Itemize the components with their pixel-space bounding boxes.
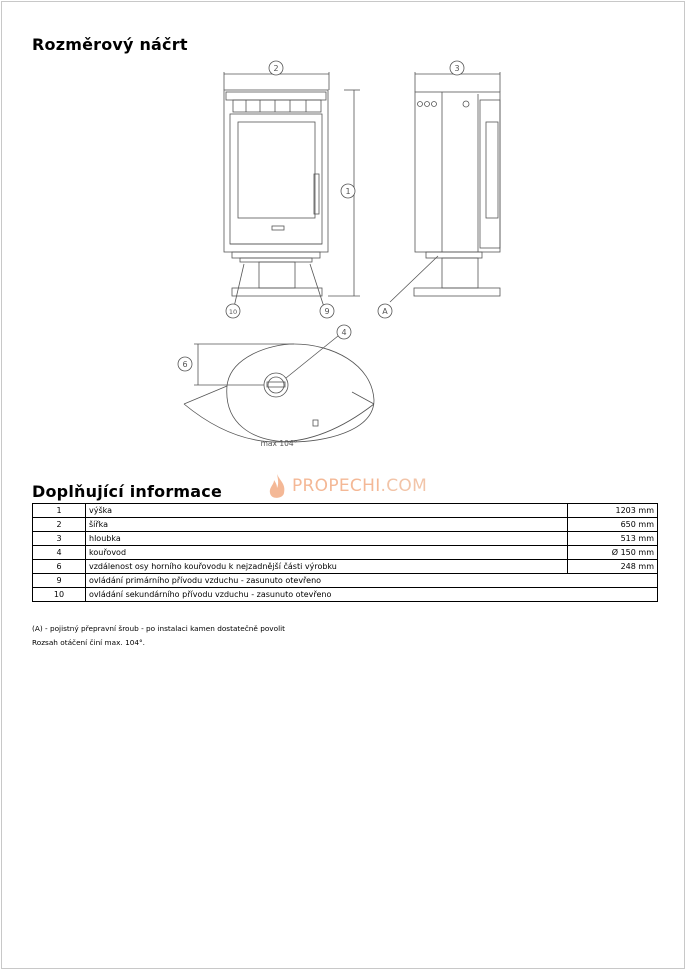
flame-icon bbox=[266, 472, 288, 502]
callout-10: 10 bbox=[228, 308, 238, 316]
side-view bbox=[390, 72, 500, 302]
callout-6: 6 bbox=[182, 360, 188, 369]
row-number: 9 bbox=[33, 574, 86, 588]
callout-1: 1 bbox=[345, 187, 351, 196]
callout-9: 9 bbox=[324, 307, 330, 316]
table-row bbox=[33, 574, 658, 588]
row-number: 2 bbox=[33, 518, 86, 532]
row-number: 3 bbox=[33, 532, 86, 546]
document-page bbox=[1, 1, 685, 969]
row-value: 1203 mm bbox=[568, 504, 658, 518]
row-label: vzdálenost osy horního kouřovodu k nejzadnější části výrobku bbox=[86, 560, 568, 574]
angle-label: max 104° bbox=[260, 439, 298, 448]
row-number: 10 bbox=[33, 588, 86, 602]
row-number: 4 bbox=[33, 546, 86, 560]
info-table bbox=[32, 503, 658, 602]
notes bbox=[32, 622, 285, 650]
table-row bbox=[33, 560, 658, 574]
callout-3: 3 bbox=[454, 64, 460, 73]
callout-2: 2 bbox=[273, 64, 279, 73]
top-view bbox=[184, 336, 374, 442]
row-value: 513 mm bbox=[568, 532, 658, 546]
row-value: 248 mm bbox=[568, 560, 658, 574]
callout-A: A bbox=[382, 307, 388, 316]
table-row bbox=[33, 546, 658, 560]
row-number: 6 bbox=[33, 560, 86, 574]
front-view bbox=[224, 72, 360, 307]
section-title-additional-info: Doplňující informace bbox=[32, 482, 223, 501]
row-label: kouřovod bbox=[86, 546, 568, 560]
table-row bbox=[33, 532, 658, 546]
callout-4: 4 bbox=[341, 328, 347, 337]
row-value: 650 mm bbox=[568, 518, 658, 532]
note-line-2: Rozsah otáčení činí max. 104°. bbox=[32, 638, 145, 647]
propechi-logo bbox=[266, 472, 436, 504]
table-row bbox=[33, 588, 658, 602]
logo-text-domain: .COM bbox=[380, 476, 428, 496]
row-number: 1 bbox=[33, 504, 86, 518]
section-title-dimension-sketch: Rozměrový náčrt bbox=[32, 35, 188, 54]
table-row bbox=[33, 504, 658, 518]
row-label: šířka bbox=[86, 518, 568, 532]
row-label: výška bbox=[86, 504, 568, 518]
note-line-1: (A) - pojistný přepravní šroub - po instalaci kamen dostatečně povolit bbox=[32, 624, 286, 633]
row-label: ovládání primárního přívodu vzduchu - zasunuto otevřeno bbox=[86, 574, 658, 588]
logo-text-main: PROPECHI bbox=[292, 476, 381, 496]
row-label: hloubka bbox=[86, 532, 568, 546]
table-row bbox=[33, 518, 658, 532]
dimension-drawing bbox=[2, 2, 686, 472]
row-value: Ø 150 mm bbox=[568, 546, 658, 560]
row-label: ovládání sekundárního přívodu vzduchu - zasunuto otevřeno bbox=[86, 588, 658, 602]
